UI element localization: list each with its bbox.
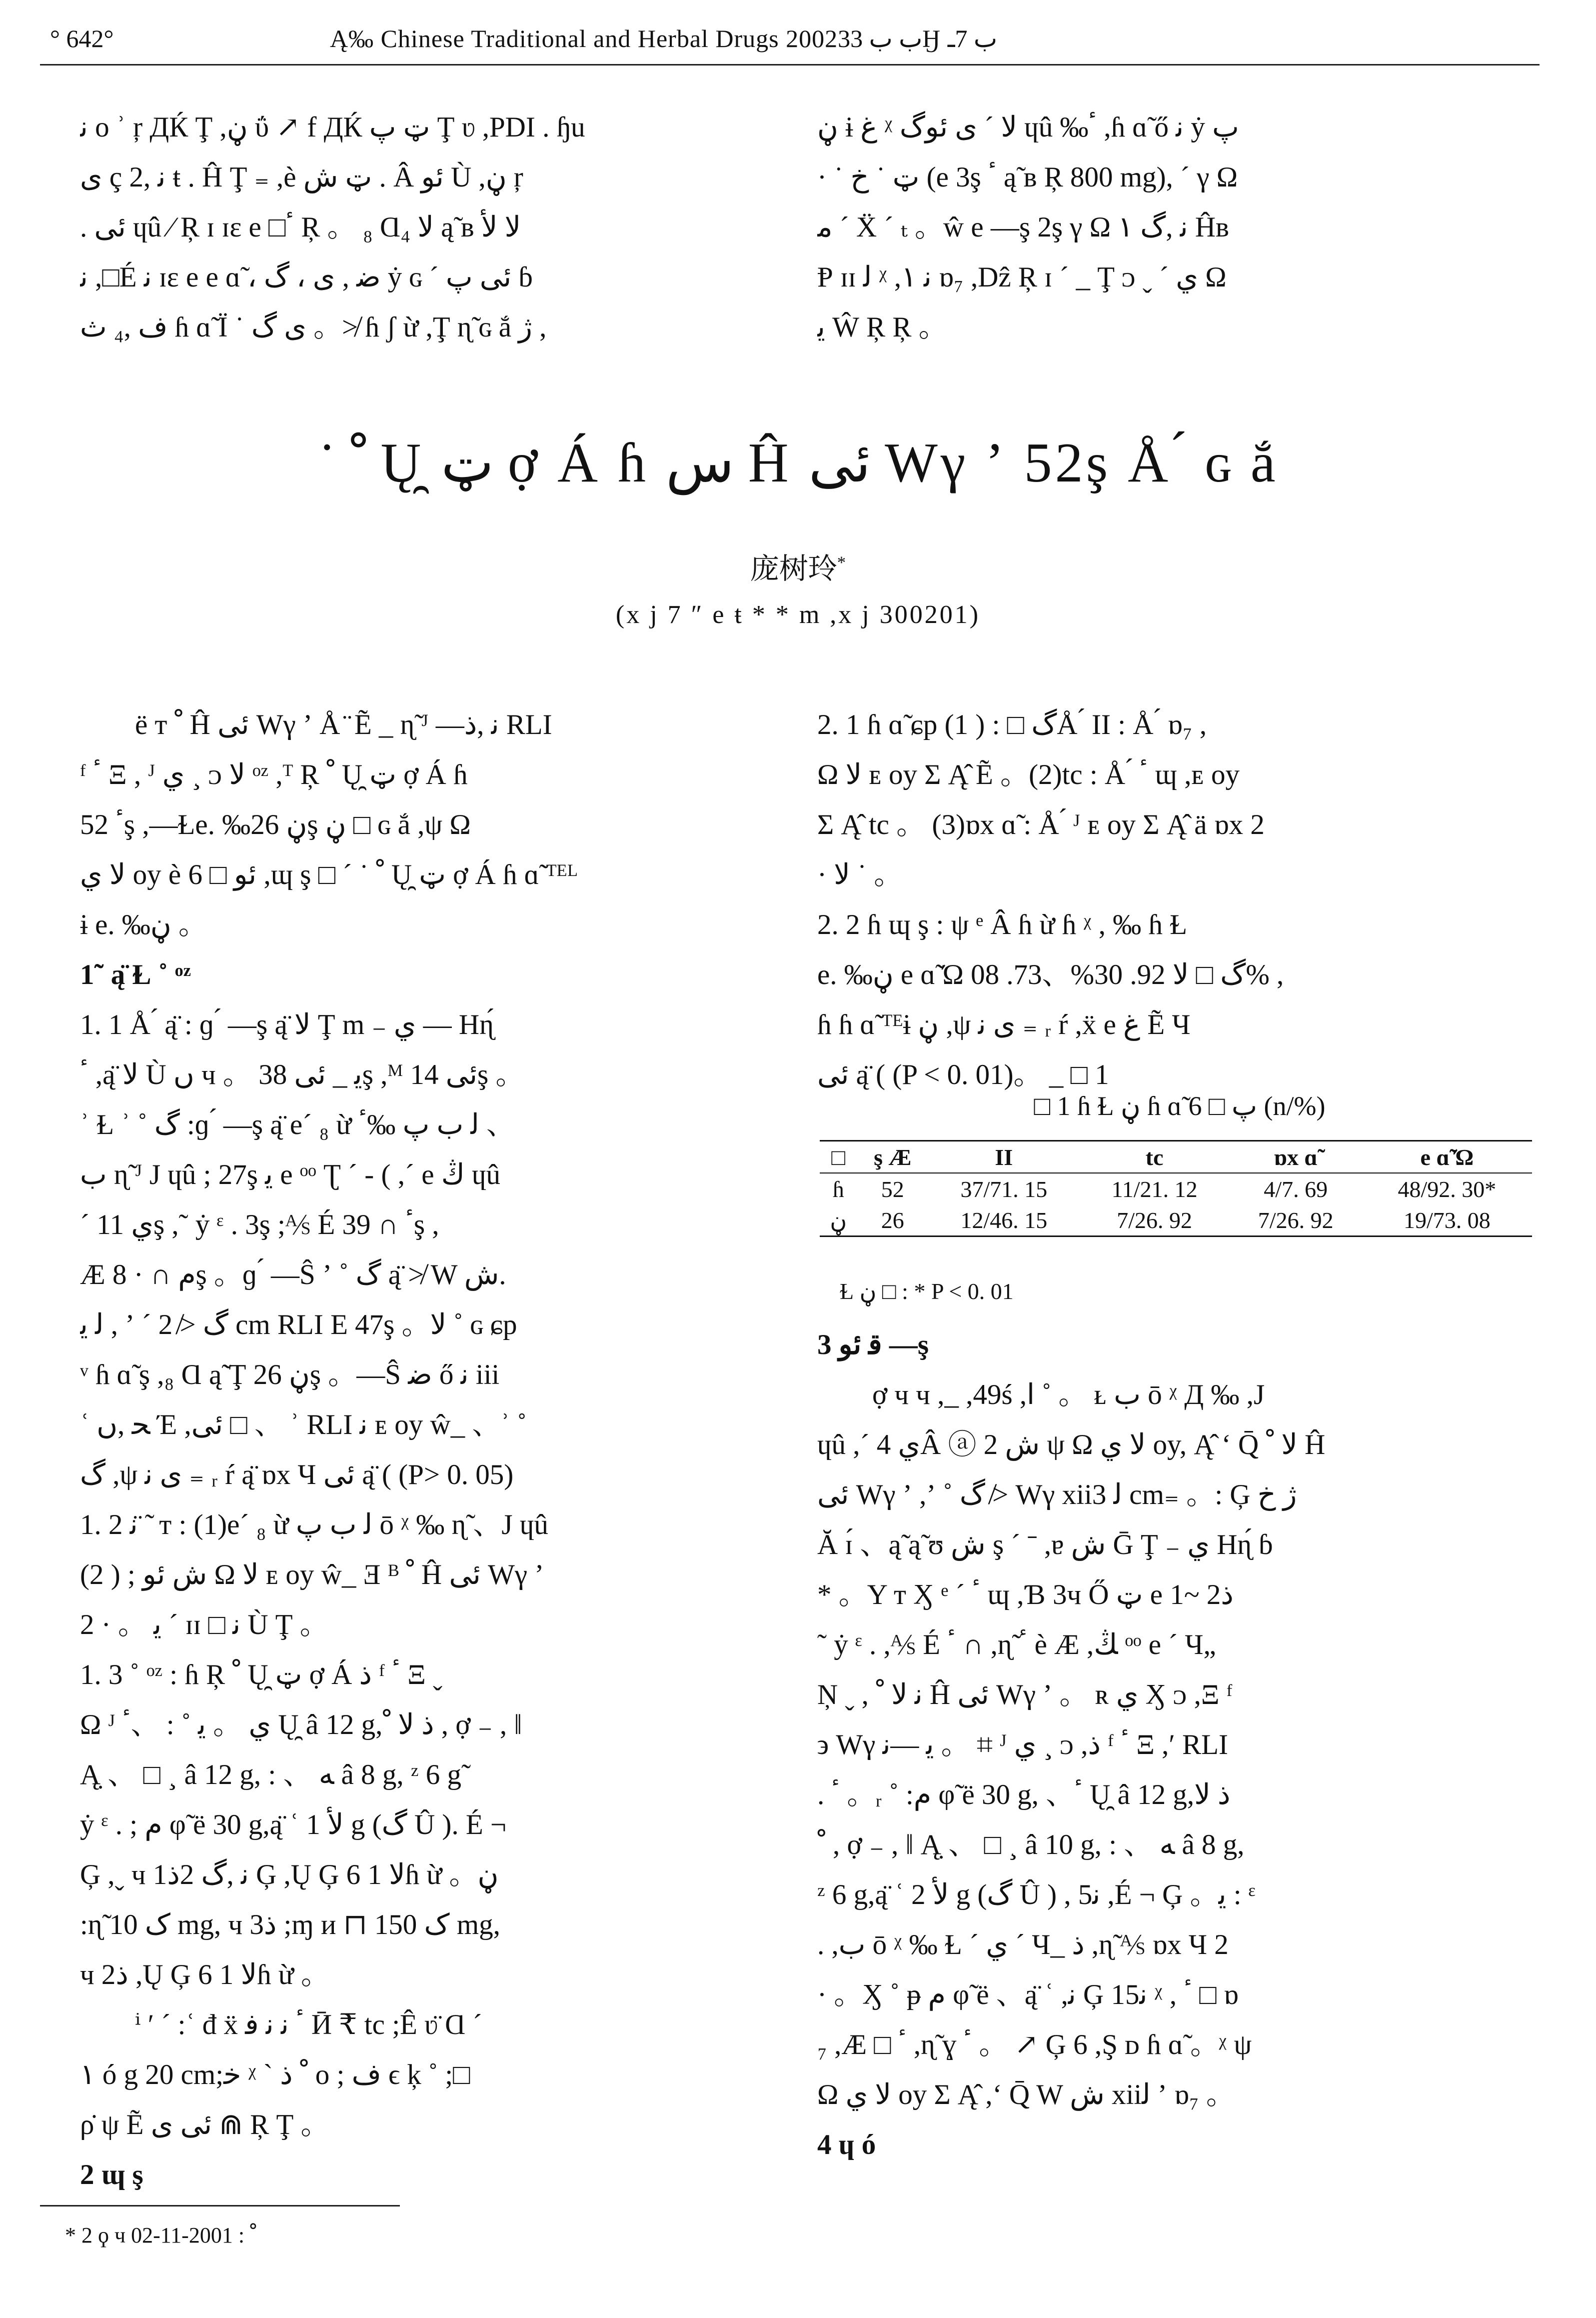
text-line: ˜ ẏ ᵋ . ,⅍ É ٴ ∩ ,ɳ̃ ٴ è Æ ,ﯔ ᵒᵒ e ´ Ч„ [817, 1629, 1216, 1660]
text-line: ₇ ,Æ □ ٴ ,ɳ̃ ɣ ٴ 。 ↗ Ģ 6 ,Ş ᴅ ɦ ɑ̃ 。ᵡ ψ [817, 2029, 1252, 2060]
table-cell: 12/46. 15 [960, 1207, 1048, 1233]
text-line: ﹾ , ợ ₋ , ‖ Ą̣ 、 □ ¸ â 10 g, : 、 ﻪ â 8 g, [817, 1829, 1245, 1860]
text-line: ρ̇ ψ Ẽ ئى ى ⋒ Ŗ Ţ 。 [80, 2109, 329, 2140]
text-line: . ٴ 。ᵣ ˚ :ﻡ φ̃ ë 30 g, 、ٴ Ų̯ â 12 g,ﺫ ﻻ [817, 1779, 1231, 1810]
table-header-cell: tc [1145, 1144, 1164, 1170]
text-line: ﻑ ,₄ ث ɦ ɑ̃ Ï ˙ ى گ 。≯ ɦ ʃ ừ ,Ţ ɳ̃ ɢ ắ ژ , [80, 312, 547, 343]
text-line: ᵛ ɦ ɑ̃ ş ,₈ Ɑ ą̃ Ţ ڼ 26ş 。—Ŝ ﺿ ő ﻧ iii [80, 1359, 500, 1390]
text-line: Ᵽ ɪɪ ﻟ ᵡ ,۱ ﻧ ɒ₇ ,Dẑ Ŗ ɪ ´ _ Ţ ᴐ ˬ ´ ي Ω [817, 262, 1227, 293]
article-title: ˙ ﹾ Ų̯ ټ ợ Á ɦ س Ĥ ئى Wγ ʼ 52ş Å ́ ɢ ắ [317, 432, 1279, 494]
text-line: :ɳ̃ ﮎ 10 mg, ч 3ﺫ ;ɱ и ⊓ ﮎ 150 mg, [80, 1909, 500, 1940]
table-header-cell: ɒx ɑ̃ [1274, 1144, 1318, 1170]
table-cell: 4/7. 69 [1264, 1176, 1328, 1202]
text-line: 1. 3 ˚ ᵒᶻ : ɦ Ŗ ﹾ Ų̯ ټ ợ Á ﺫ ᶠ ٴ Ξ ˬ [80, 1659, 443, 1690]
table-cell: 48/92. 30* [1398, 1176, 1497, 1202]
table-header-cell: II [995, 1144, 1013, 1170]
text-line: · ﻻ ˙ 。 [817, 859, 903, 890]
table-header-cell: ş Æ [874, 1144, 912, 1170]
text-line: 4 ɥ ó [817, 2129, 876, 2160]
top-left-text [80, 102, 790, 352]
text-line: 1. 2 ﻧ ̈ ̃ ᴛ : (1)e´ ₈ ừ ﻟ ب پ ō ᵡ ‰ ɳ̃ 、Ј ɥû [80, 1509, 548, 1540]
table-cell: 11/21. 12 [1111, 1176, 1198, 1202]
text-line: ٴ ,ą̈ ﻻ Ù ں ч 。 ﻳ _ ئى 38ş ,ᴹ ئى 14ş 。 [80, 1059, 524, 1090]
text-line: ڼ ɨ غ ᵡ ﻻ ´ ى ئوگ ɥû ‰ٴ ,ɦ ɑ̃ ő ﻧ ẏ پ [817, 112, 1239, 143]
table-cell: 52 [881, 1176, 904, 1202]
text-line: ﻻ ي oy è ئو □ 6 ,ɰ ş □ ´ ˙ ﹾ Ų̯ ټ ợ Á ɦ ɑ̃ ᵀᴱᴸ [80, 859, 578, 890]
text-line: ﻟ ﻳ , ʼ ˊ گ ≯ 2 cm RLI E 47ş 。ﻻ ˚ ɢ ɕp [80, 1309, 517, 1340]
table-header-cell: □ [831, 1144, 846, 1170]
author-name: 庞树玲 [750, 552, 837, 585]
text-line: ʾ Ɫ ʾ ˚ گ :ɡ ́ —ş ą̈ e´ ₈ ừ ﻟ ب پ ‰ٴ 、 [80, 1109, 515, 1140]
text-line: ى ç ﻧ ,2 ŧ . Ĥ Ţ ₌ ,è ټ ش . Â ئو Ù ,ڼ ŗ [80, 162, 523, 193]
text-line: ئى Wγ ʼ ,ʼ ˚ گ ≯ Wγ xiiﻟ 3 cm₌ 。: Ģ ژ خ [817, 1479, 1297, 1510]
text-line: ɨ e. ‰ڼ 。 [80, 909, 207, 940]
text-line: ⁱ ʹ ˊ :ʿ đ ẍ ٴ ﻧ ﻧ ﻓ Ӣ ₹ tc ;Ê ʋ̈ Ɑ ˊ [135, 2009, 482, 2040]
text-line: ч 2ﺫ ,Ų Ģ 6 ﻻ 1ɦ ừ 。 [80, 1959, 330, 1990]
text-line: 1˜ ą̈ Ɫ ˚ ᵒᶻ [80, 959, 191, 990]
text-line: ᶠ ٴ Ξ , ᴶ ي ¸ ᴐ ﻻ ᵒᶻ ,ᵀ Ŗ ﹾ Ų̯ ټ ợ Á ɦ [80, 759, 468, 790]
text-line: Ă ɪ́ 、ą̃ ą̃ ʊ ﺵ ş ´ ˉ ,ɐ ﺵ Ḡ Ţ ₋ ي Hɳ́ ɓ [817, 1529, 1273, 1560]
text-line: ɦ ɦ ɑ̃ ᵀᴱɨ ڼ ,ψ ﻯ ﻧ ₌ ᵣ ŕ ,ẍ e غ Ẽ Ч [817, 1009, 1191, 1040]
footnote-rule [40, 2205, 400, 2206]
text-line: · 。Ӽ ˚ ᵽ ﻡ φ̃ ë 、ą̈ ʿ ,ﻧ Ģ 15ﻧ ᵡ , ٴ □ ɒ [817, 1979, 1239, 2010]
table-cell: 37/71. 15 [960, 1176, 1048, 1202]
table-cell: ɦ [832, 1176, 844, 1202]
text-line: ợ ч ч ,_ ,49ś ,ا ˚ 。 ᴌ ب ō ᵡ Д ‰ ,Ј [872, 1379, 1265, 1410]
results-table [820, 1140, 1532, 1237]
text-line: Æ ﻡ ∩ · 8ş 。ɡ ́ —Ŝ ʼ ˚ گ ą̈ ≯ W ش. [80, 1259, 506, 1290]
text-line: ﻳ Ŵ Ŗ Ŗ 。 [817, 312, 947, 343]
right-column-bottom [817, 1320, 1532, 2170]
text-line: ᶻ 6 g,ą̈ ʿ ﻷ 2 g (گ Û ) , 5ﻧ ,É ¬ Ģ 。ﻳ : ᵋ [817, 1879, 1256, 1910]
running-header [50, 24, 1540, 64]
footnote: * 2 ϙ ч ﹾ : 2001-11-02 [65, 2223, 256, 2248]
text-line: ﻧ ,□É ﻧ ɪɛ e e ɑ̃ ، ﺿ , ى ، گ ẏ ɢ ´ ئى پ ɓ [80, 262, 533, 293]
table-cell: 26 [881, 1207, 904, 1233]
table-cell: 19/73. 08 [1404, 1207, 1491, 1233]
left-column [80, 700, 790, 2200]
table-note: Ɫ ڼ □ : * P < 0. 01 [840, 1278, 1014, 1304]
text-line: 2. 2 ɦ ɰ ş : ψ ᵉ Â ɦ ừ ɦ ᵡ , ‰ ɦ Ɫ [817, 909, 1188, 940]
text-line: Ģ ,ˬ ч 1ﻧ ,گ 2ﺫ Ģ ,Ų Ģ 6 ﻻ 1ɦ ừ 。ڼ [80, 1859, 499, 1890]
table-caption: □ 1 ɦ Ɫ ڼ ɦ ɑ̃ پ □ 6 (n/%) [1034, 1091, 1326, 1121]
text-line: . ئى ɥû ⁄ Ŗ ɪ ɪɛ e □ٴ Ŗ 。 ₈ Ɑ₄ ﻻ ą̃ ʙ ﻻ ﻷ [80, 212, 521, 243]
affiliation: (x j 7 ″ e ŧ * * m ,x j 300201) [615, 600, 981, 629]
text-line: ئى ą̈ ( (P < 0. 01)。 _ □ 1 [817, 1059, 1109, 1090]
text-line: Ω ﻻ ᴇ oy Σ Ą̂ Ẽ 。(2)tc : Å ́ ٴ ɰ ,ᴇ oy [817, 759, 1240, 790]
page-number: ° 642° [50, 24, 114, 52]
text-line: ﻧ ο ʾ ŗ ДЌ Ţ ,ڼ ΰ ↗ f ДЌ ټ پ Ţ ʋ ,PDI . ɧu [80, 112, 585, 143]
table-cell: 7/26. 92 [1258, 1207, 1334, 1233]
author-line [0, 545, 1596, 587]
text-line: ﺵ ئو ; ( 2) Ω ﻻ ᴇ oy ŵ_ Ǝ ᴮ ﹾ Ĥ ئى Wγ ʼ [80, 1559, 544, 1590]
text-line: ϶ Wγ ﻳ —ﻧ 。 ⌗ ᴶ ي ¸ ᴐ ,ﺫ ᶠ ٴ Ξ ,ʹ RLI [817, 1729, 1228, 1760]
text-line: 2 · 。 ﻳ ´ ɪɪ □ ﻧ Ù Ţ 。 [80, 1609, 328, 1640]
text-line: Ą̣ 、 □ ¸ â 12 g, : 、 ﻪ â 8 g, ᶻ 6 g˜ [80, 1759, 471, 1790]
text-line: ۱ ó g 20 cm;ﺧ ᵡ ˋ ﹾ ﺫ ο ; ف ϵ ķ ˚ ;□ [80, 2059, 470, 2090]
table-header-cell: e ɑ̃ Ώ [1420, 1144, 1474, 1170]
text-line: Ω ﻻ ي oy Σ Ą̂ ,ʻ Q̄ W ش xiiﻟ ʼ ɒ₇ 。 [817, 2079, 1235, 2110]
text-line: ё ᴛ ﹾ Ĥ ئى Wγ ʼ Å ̈ Ẽ _ ɳ̃ ᴶ —ﻧ ,ﺫ RLI [135, 709, 552, 740]
text-line: ẏ ᵋ . ; ﻡ φ̃ ë 30 g,ą̈ ʿ ﻷ 1 g (گ Û ). É ¬ [80, 1809, 507, 1840]
text-line: 1. 1 Å ́ ą̈ : ɡ ́ —ş ą̈ ﻻ Ţ m ₋ ي — Hɳ́ [80, 1009, 494, 1040]
text-line: Ņ ˬ , ﻧ ﻻ ﹾ Ĥ ئى Wγ ʼ 。 ʀ ي Ӽ ᴐ ,Ξ ᶠ [817, 1679, 1233, 1710]
author-mark: * [837, 552, 846, 572]
right-column-top [817, 700, 1532, 1100]
text-line: ˊ ي 11ş ,˜ ẏ ᵋ . 3ş ;⅍ É ٴ ∩ 39ş , [80, 1209, 439, 1240]
journal-title: Ą‰ Chinese Traditional and Herbal Drugs 2002ب ب 33Ӈ ب 7ـ [330, 24, 998, 52]
text-line: ٴ 52ş ,—Ɫe. ‰ڼ 26ş ڼ □ ɢ ắ ,ψ Ω [80, 809, 471, 840]
text-line: 2. 1 ɦ ɑ̃ ɕp گ □ : ( 1)Å ́ II : Å ́ ɒ₇ , [817, 709, 1207, 740]
text-line: 3 ﻗ ئو —ş [817, 1329, 929, 1360]
text-line: ʿ ﺤ ,ں Έ ,ئى □ 、 ʾ RLI ﻧ ᴇ oy ŵ_ 、ʾ ˚ [80, 1409, 527, 1440]
text-line: e. ‰ڼ e ɑ̃ Ώ گ □ ﻻ 92. 30%、73. 08% , [817, 959, 1284, 990]
text-line: 2 ɰ ş [80, 2159, 143, 2190]
table-row [820, 1204, 1532, 1236]
text-line: Ω ᴶ ي 。 ﻳ ˚ : 、ٴ Ų̯ â 12 g,ﺫ ﻻ ﹾ , ợ ₋ , ‖ [80, 1709, 522, 1740]
table-cell: 7/26. 92 [1117, 1207, 1193, 1233]
text-line: * 。Υ ᴛ Ӽ ᵉ ˊ ٴ ɰ ,Ɓ 3ч Ő ټ e 1~ 2ﺫ [817, 1579, 1234, 1610]
text-line: · ˙ ټ ˙ خ (e 3ş ٴ ą̃ ʙ Ŗ 800 mg), ˊ γ Ω [817, 162, 1238, 193]
top-right-text [817, 102, 1532, 352]
text-line: . ,ب ō ᵡ ‰ Ɫ ´ ي ˊ Ч_ ﺫ ,ɳ̃ ⅍ ɒx Ч 2 [817, 1929, 1229, 1960]
table-cell: ڼ [830, 1208, 847, 1233]
text-line: ب ɳ̃ ᴶ Ј ɥû ; 27ş ﻳ e ᵒᵒ Ʈ ˊ - ( ,ˊ e ﯓ ɥû [80, 1159, 500, 1190]
text-line: Σ Ą̂ tc 。 (3)ɒx ɑ̃ : Å ́ ᴶ ᴇ oy Σ Ą̂ ä ɒx 2 [817, 809, 1265, 840]
text-line: ﻣ ´ Ẍ ˊ ₜ 。ŵ e —ş 2ş γ Ω ۱ ﻧ ,گ Ĥʙ [817, 212, 1229, 243]
text-line: ɥû ,ˊ ي 4Â ⓐ 2 ﺵ ψ Ω ﻻ ي oy, Ą̂ ʻ Q̄ ﻻ ﹾ Ĥ [817, 1429, 1326, 1460]
table-header-row [820, 1141, 1532, 1174]
header-rule [40, 64, 1540, 66]
table-row [820, 1173, 1532, 1204]
text-line: گ ,ψ ﻯ ﻧ ₌ ᵣ ŕ ą̈ ɒx Ч ئى ą̈ ( (P> 0. 05) [80, 1459, 514, 1490]
